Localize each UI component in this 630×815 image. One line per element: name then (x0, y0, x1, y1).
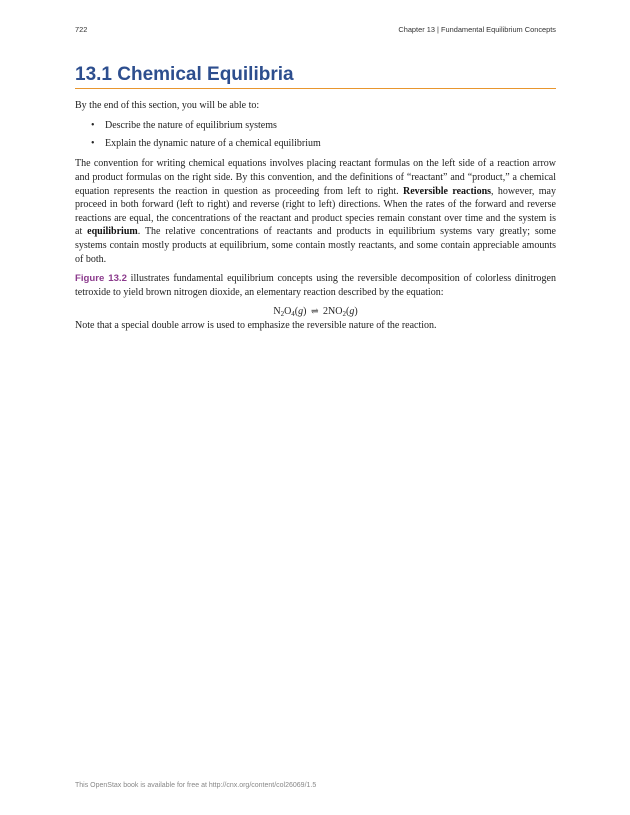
figure-link[interactable]: Figure 13.2 (75, 273, 127, 285)
bullet-icon: • (91, 119, 95, 131)
paragraph-figure-intro (75, 272, 556, 299)
page-header (75, 25, 556, 37)
paragraph-text: . The relative concentrations of reactants and products in equilibrium systems vary greatly; some systems contain mostly products at equilibrium, some contain mostly reactants, and some contain appreciable amounts of both. (75, 226, 556, 265)
equation-state: g (349, 306, 355, 318)
equation-subscript: 2 (342, 310, 346, 319)
section-title: 13.1 Chemical Equilibria (75, 63, 556, 89)
list-item (75, 119, 556, 133)
equilibrium-arrow-icon: ⇌ (310, 307, 319, 318)
objective-text: Explain the dynamic nature of a chemical equilibrium (105, 137, 321, 149)
bullet-icon: • (91, 137, 95, 149)
paragraph-reversible-reactions (75, 157, 556, 266)
objective-text: Describe the nature of equilibrium systems (105, 119, 277, 131)
key-term-equilibrium: equilibrium (87, 226, 138, 238)
section-body (75, 99, 556, 339)
paragraph-text: illustrates fundamental equilibrium concepts using the reversible decomposition of colorless dinitrogen tetroxide to yield brown nitrogen dioxide, an elementary reaction described by the equation: (75, 273, 556, 298)
list-item (75, 137, 556, 151)
page-footer: This OpenStax book is available for free at http://cnx.org/content/col26069/1.5 (75, 782, 317, 789)
equation-subscript: 4 (291, 310, 295, 319)
paragraph-text: , however, may proceed in both forward (left to right) and reverse (right to left) directions. When the rates of the forward and reverse reactions are equal, the concentrations of the reactant and product species remain constant over time and the system is at (75, 185, 557, 238)
page-number: 722 (75, 25, 88, 34)
equation-element: O (284, 306, 292, 318)
running-head: Chapter 13 | Fundamental Equilibrium Concepts (398, 25, 556, 34)
key-term-reversible-reactions: Reversible reactions (403, 185, 492, 197)
chemical-equation: $N_2O_4(g)$ ⇌ $2NO_2(g)$ (273, 306, 358, 319)
paragraph-text: The convention for writing chemical equations involves placing reactant formulas on the left side of a reaction arrow and product formulas on the right side. By this convention, and the definitions of “reactant” and “product,” a chemical equation represents the reaction in question as proceeding from left to right. (75, 158, 556, 197)
equation-product: 2NO (323, 306, 343, 318)
equation-element: N (273, 306, 281, 318)
equation-state: g (298, 306, 304, 318)
equation-subscript: 2 (280, 310, 285, 319)
paragraph-double-arrow-note: Note that a special double arrow is used to emphasize the reversible nature of the reaction. (75, 320, 437, 332)
learning-objectives-intro: By the end of this section, you will be able to: (75, 100, 260, 111)
learning-objectives-list (75, 119, 556, 151)
